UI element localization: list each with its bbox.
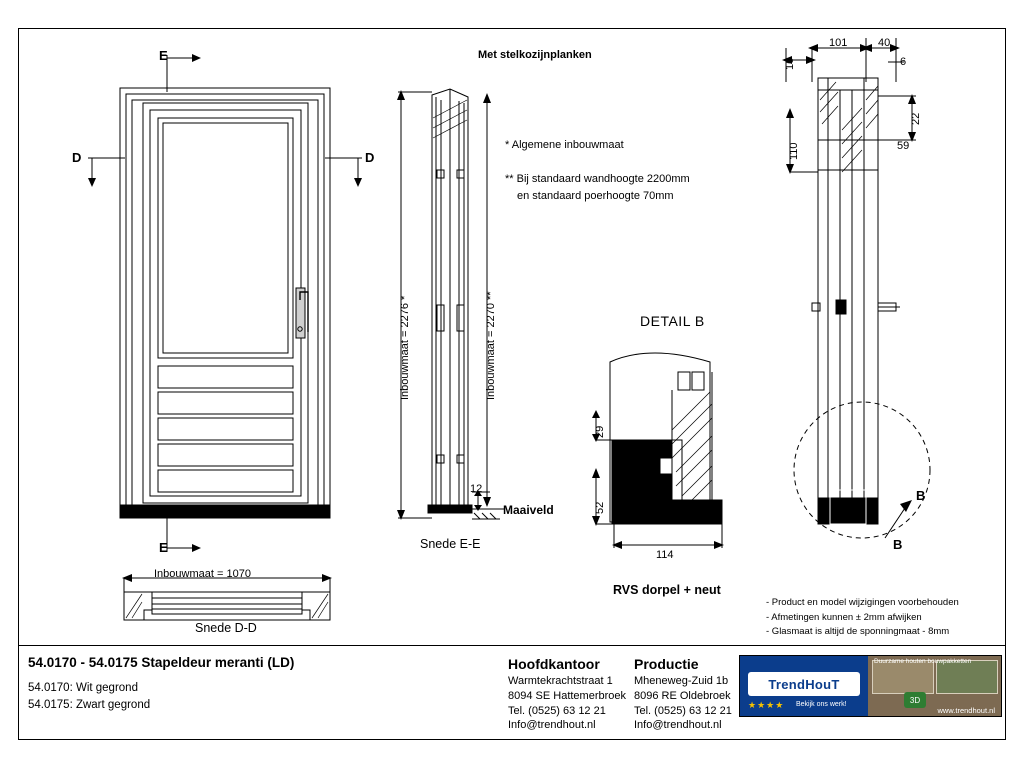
productie-street: Mheneweg-Zuid 1b <box>634 674 729 687</box>
hoofdkantoor-street: Warmtekrachtstraat 1 <box>508 674 613 687</box>
caption-snede-dd: Snede D-D <box>195 621 257 635</box>
marker-e-bottom: E <box>159 540 168 555</box>
caption-detail-b: DETAIL B <box>640 313 705 329</box>
trendhout-logo[interactable] <box>739 655 1002 717</box>
note-algemene-inbouwmaat: * Algemene inbouwmaat <box>505 139 624 151</box>
dim-22: 22 <box>910 112 922 125</box>
label-maaiveld: Maaiveld <box>503 503 554 517</box>
marker-d-left: D <box>72 150 82 165</box>
variant-wit-gegrond: 54.0170: Wit gegrond <box>28 682 138 694</box>
note-wandhoogte: ** Bij standaard wandhoogte 2200mm <box>505 173 690 185</box>
variant-zwart-gegrond: 54.0175: Zwart gegrond <box>28 699 151 712</box>
hoofdkantoor-email[interactable]: Info@trendhout.nl <box>508 719 596 732</box>
logo-url[interactable]: www.trendhout.nl <box>937 706 995 715</box>
marker-b-lower: B <box>893 537 903 552</box>
logo-tagline: Bekijk ons werk! <box>796 701 847 708</box>
productie-email[interactable]: Info@trendhout.nl <box>634 719 722 732</box>
heading-met-stelkozijnplanken: Met stelkozijnplanken <box>478 49 592 61</box>
dim-inbouwmaat-2276: Inbouwmaat = 2276 * <box>399 295 411 400</box>
logo-photo-caption: Duurzame houten bouwpakketten <box>874 658 972 665</box>
dim-114: 114 <box>656 549 674 561</box>
dim-6: 6 <box>900 56 907 68</box>
dim-12: 12 <box>470 483 483 495</box>
productie-heading: Productie <box>634 656 699 672</box>
dim-16: 16 <box>784 57 796 70</box>
logo-photo-right <box>936 660 998 694</box>
marker-b-upper: B <box>916 488 926 503</box>
logo-stars-icon: ★★★★ <box>748 700 785 710</box>
hoofdkantoor-heading: Hoofdkantoor <box>508 656 600 672</box>
contact-productie <box>634 655 732 733</box>
logo-photo-panel <box>868 656 1001 717</box>
dim-110: 110 <box>788 142 800 160</box>
marker-e-top: E <box>159 48 168 63</box>
marker-d-right: D <box>365 150 375 165</box>
disclaimer-line-3: - Glasmaat is altijd de sponningmaat - 8mm <box>766 626 950 638</box>
logo-3d-badge: 3D <box>904 692 926 708</box>
dim-101: 101 <box>829 37 848 49</box>
productie-tel: Tel. (0525) 63 12 21 <box>634 704 732 717</box>
disclaimer-line-1: - Product en model wijzigingen voorbehouden <box>766 597 959 608</box>
dim-40: 40 <box>878 37 891 49</box>
disclaimer-block <box>766 596 959 640</box>
note-poerhoogte: en standaard poerhoogte 70mm <box>517 190 674 202</box>
logo-wordmark: TrendHouT <box>748 672 860 696</box>
titleblock-variants <box>28 680 150 715</box>
dim-inbouwmaat-1070: Inbouwmaat = 1070 <box>154 568 251 580</box>
logo-left-panel <box>740 656 868 717</box>
hoofdkantoor-tel: Tel. (0525) 63 12 21 <box>508 704 606 717</box>
productie-city: 8096 RE Oldebroek <box>634 689 731 702</box>
dim-59: 59 <box>897 140 910 152</box>
dim-inbouwmaat-2270: Inbouwmaat = 2270 ** <box>485 291 497 400</box>
dim-29: 29 <box>594 425 606 438</box>
dim-52: 52 <box>594 501 606 514</box>
caption-rvs-dorpel: RVS dorpel + neut <box>613 583 721 597</box>
contact-hoofdkantoor <box>508 655 626 733</box>
logo-photo-left <box>872 660 934 694</box>
disclaimer-line-2: - Afmetingen kunnen ± 2mm afwijken <box>766 611 922 623</box>
titleblock-product-title: 54.0170 - 54.0175 Stapeldeur meranti (LD) <box>28 655 295 670</box>
hoofdkantoor-city: 8094 SE Hattemerbroek <box>508 689 627 702</box>
caption-snede-ee: Snede E-E <box>420 537 481 551</box>
